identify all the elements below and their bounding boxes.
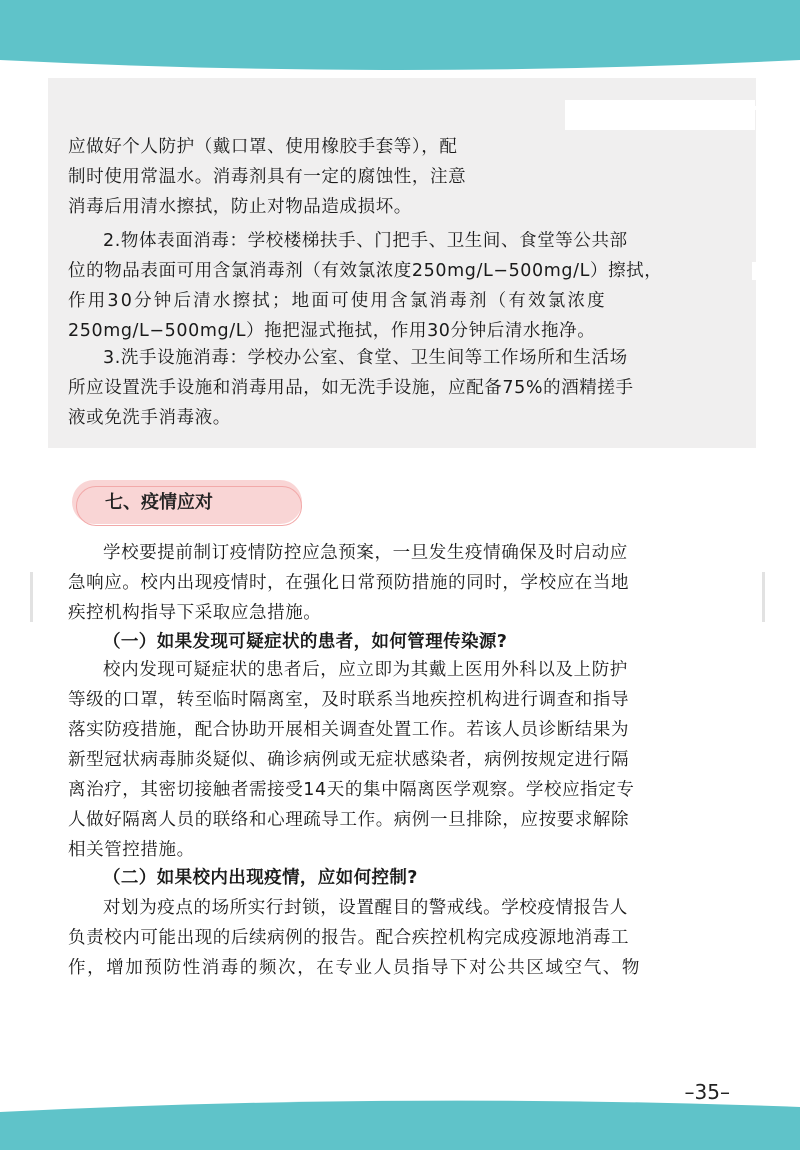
- text-line: 应做好个人防护（戴口罩、使用橡胶手套等），配: [68, 137, 458, 157]
- intro-paragraph: [68, 538, 629, 628]
- text-line: 消毒后用清水擦拭，防止对物品造成损坏。: [68, 197, 412, 217]
- text-line: 制时使用常温水。消毒剂具有一定的腐蚀性，注意: [68, 167, 467, 187]
- corner-bracket: [573, 106, 761, 130]
- section-heading-text: 七、疫情应对: [105, 492, 213, 513]
- text-line: 作，增加预防性消毒的频次，在专业人员指导下对公共区域空气、物: [68, 958, 641, 978]
- text-line: 250mg/L−500mg/L）拖把湿式拖拭，作用30分钟后清水拖净。: [68, 321, 596, 341]
- text-line: 离治疗，其密切接触者需接受14天的集中隔离医学观察。学校应指定专: [68, 780, 635, 800]
- text-line: 新型冠状病毒肺炎疑似、确诊病例或无症状感染者，病例按规定进行隔: [68, 750, 630, 770]
- text-line: 人做好隔离人员的联络和心理疏导工作。病例一旦排除，应按要求解除: [68, 810, 630, 830]
- page-number: –35–: [684, 1080, 730, 1104]
- text-line: 负责校内可能出现的后续病例的报告。配合疾控机构完成疫源地消毒工: [68, 928, 630, 948]
- right-side-mark: [762, 572, 765, 622]
- question-2-heading: （二）如果校内出现疫情，应如何控制?: [103, 868, 418, 888]
- text-line: 学校要提前制订疫情防控应急预案，一旦发生疫情确保及时启动应: [103, 543, 628, 563]
- text-line: 急响应。校内出现疫情时，在强化日常预防措施的同时，学校应在当地: [68, 573, 630, 593]
- bottom-teal-band: [0, 1092, 800, 1150]
- text-line: 疾控机构指导下采取应急措施。: [68, 603, 322, 623]
- question-2-paragraph: [68, 893, 641, 983]
- text-line: 校内发现可疑症状的患者后，应立即为其戴上医用外科以及上防护: [103, 660, 628, 680]
- text-line: 作用30分钟后清水擦拭；地面可使用含氯消毒剂（有效氯浓度: [68, 291, 607, 311]
- text-line: 位的物品表面可用含氯消毒剂（有效氯浓度250mg/L−500mg/L）擦拭，: [68, 261, 663, 281]
- text-line: 落实防疫措施，配合协助开展相关调查处置工作。若该人员诊断结果为: [68, 720, 630, 740]
- question-1-paragraph: [68, 655, 634, 865]
- text-line: 对划为疫点的场所实行封锁，设置醒目的警戒线。学校疫情报告人: [103, 898, 628, 918]
- text-line: 3.洗手设施消毒：学校办公室、食堂、卫生间等工作场所和生活场: [103, 348, 628, 368]
- item-2-paragraph: [68, 226, 662, 346]
- text-line: 等级的口罩，转至临时隔离室，及时联系当地疾控机构进行调查和指导: [68, 690, 630, 710]
- text-line: 相关管控措施。: [68, 840, 195, 860]
- item-3-paragraph: [68, 343, 634, 433]
- text-line: 液或免洗手消毒液。: [68, 408, 231, 428]
- panel-paragraph: [68, 132, 466, 222]
- question-1-heading: （一）如果发现可疑症状的患者，如何管理传染源?: [103, 632, 508, 652]
- section-heading: [72, 480, 302, 524]
- side-mark-right: [752, 262, 756, 280]
- text-line: 2.物体表面消毒：学校楼梯扶手、门把手、卫生间、食堂等公共部: [103, 231, 628, 251]
- left-side-mark: [30, 572, 33, 622]
- text-line: 所应设置洗手设施和消毒用品，如无洗手设施，应配备75%的酒精搓手: [68, 378, 634, 398]
- top-teal-band: [0, 0, 800, 90]
